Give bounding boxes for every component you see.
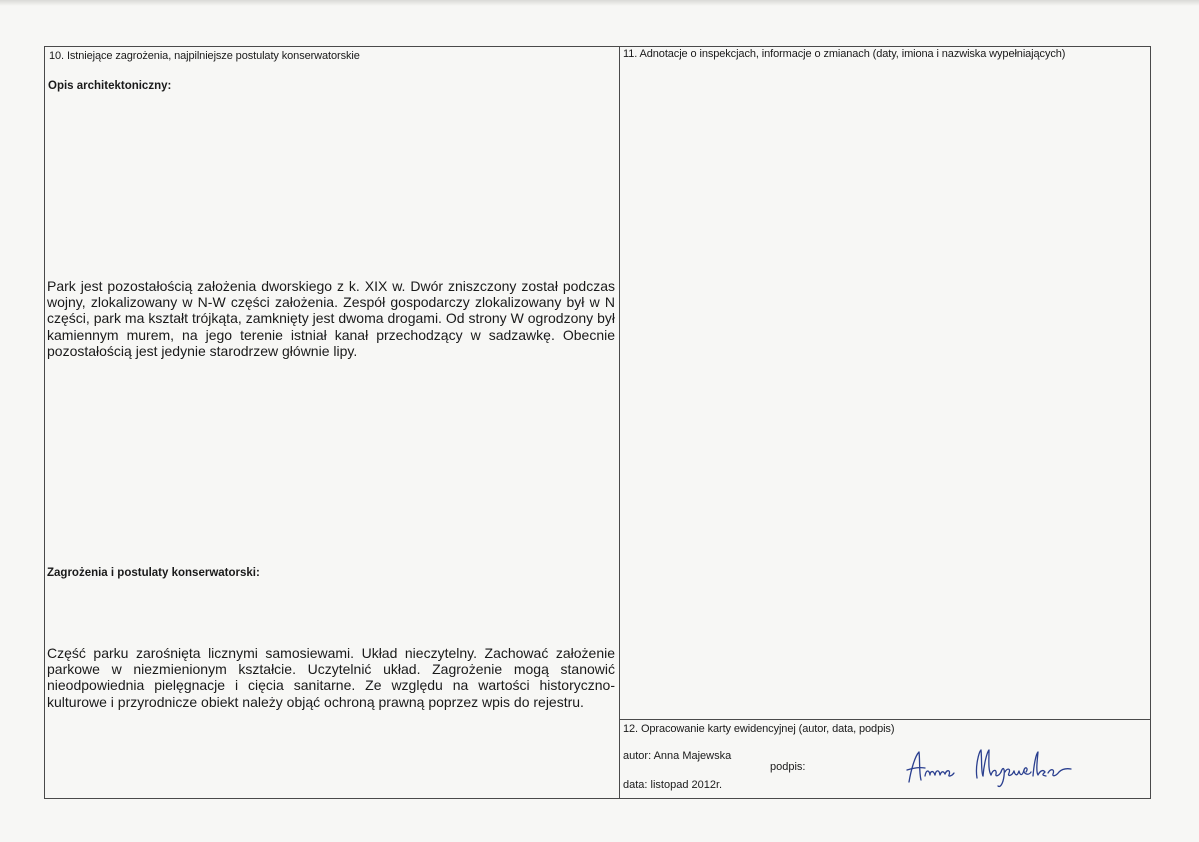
opis-text: Park jest pozostałością założenia dworskiego z k. XIX w. Dwór zniszczony został podczas wojny, zlokalizowany w N-W części założenia. Zespół gospodarczy zlokalizowany był w N części, park ma kształt trójkąta, zamknięty jest dwoma drogami. Od strony W ogrodzony był kamiennym murem, na jego terenie istniał kanał przechodzący w sadzawkę. Obecnie pozostałością jest jedynie starodrzew głównie lipy. (47, 278, 615, 359)
opis-label: Opis architektoniczny: (48, 80, 172, 92)
column-divider (619, 46, 620, 799)
zagrozenia-label: Zagrożenia i postulaty konserwatorski: (47, 567, 260, 579)
scan-edge-shadow (0, 0, 1199, 6)
zagrozenia-text: Część parku zarośnięta licznymi samosiewami. Układ nieczytelny. Zachować założenie parkowe w niezmienionym kształcie. Uczytelnić układ. Zagrożenie mogą stanowić nieodpowiednia pielęgnacje i cięcia sanitarne. Ze względu na wartości historyczno-kulturowe i przyrodnicze obiekt należy objąć ochroną prawną poprzez wpis do rejestru. (47, 645, 615, 710)
handwritten-signature (905, 742, 1085, 790)
section-11-header: 11. Adnotacje o inspekcjach, informacje o zmianach (daty, imiona i nazwiska wypełniających) (623, 48, 1066, 60)
date-line: data: listopad 2012r. (623, 779, 723, 791)
section-10-header: 10. Istniejące zagrożenia, najpilniejsze postulaty konserwatorskie (49, 50, 360, 62)
section-12-divider (619, 719, 1151, 720)
author-line: autor: Anna Majewska (623, 750, 732, 762)
section-12-header: 12. Opracowanie karty ewidencyjnej (autor, data, podpis) (623, 723, 895, 735)
signature-label: podpis: (770, 761, 806, 773)
